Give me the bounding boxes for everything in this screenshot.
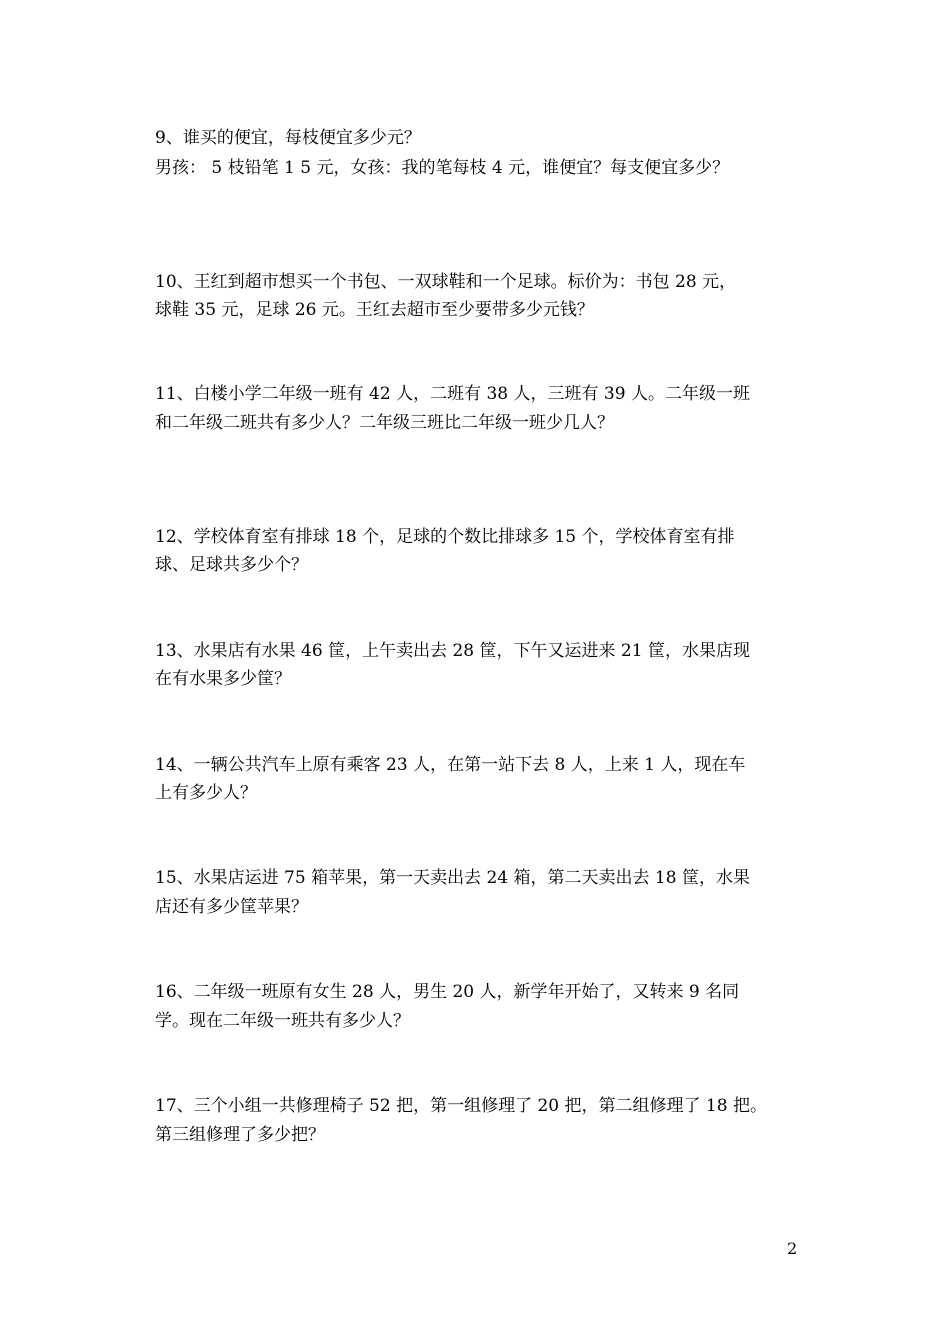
- question-12-line-2: 球、足球共多少个？: [155, 555, 308, 575]
- question-11-line-2: 和二年级二班共有多少人？二年级三班比二年级一班少几人？: [155, 413, 614, 433]
- question-10-line-1: 10、王红到超市想买一个书包、一双球鞋和一个足球。标价为：书包 28 元，: [155, 272, 737, 292]
- question-17-line-2: 第三组修理了多少把？: [155, 1125, 325, 1145]
- question-14-line-2: 上有多少人？: [155, 783, 257, 803]
- question-14-line-1: 14、一辆公共汽车上原有乘客 23 人，在第一站下去 8 人，上来 1 人，现在车: [155, 755, 746, 775]
- question-17-line-1: 17、三个小组一共修理椅子 52 把，第一组修理了 20 把，第二组修理了 18 把。: [155, 1096, 767, 1116]
- question-10-line-2: 球鞋 35 元，足球 26 元。王红去超市至少要带多少元钱？: [155, 300, 594, 320]
- question-9-line-2: 男孩： 5 枝铅笔 1 5 元，女孩：我的笔每枝 4 元，谁便宜？每支便宜多少？: [155, 158, 730, 178]
- question-12-line-1: 12、学校体育室有排球 18 个，足球的个数比排球多 15 个，学校体育室有排: [155, 527, 735, 547]
- question-9-line-1: 9、谁买的便宜，每枝便宜多少元？: [155, 128, 421, 148]
- question-15-line-1: 15、水果店运进 75 箱苹果，第一天卖出去 24 箱，第二天卖出去 18 筐，水果: [155, 868, 750, 888]
- question-13-line-2: 在有水果多少筐？: [155, 669, 291, 689]
- page-number: 2: [787, 1239, 798, 1258]
- question-15-line-2: 店还有多少筐苹果？: [155, 897, 308, 917]
- question-16-line-1: 16、二年级一班原有女生 28 人，男生 20 人，新学年开始了，又转来 9 名同: [155, 982, 740, 1002]
- question-13-line-1: 13、水果店有水果 46 筐，上午卖出去 28 筐，下午又运进来 21 筐，水果店现: [155, 641, 750, 661]
- question-16-line-2: 学。现在二年级一班共有多少人？: [155, 1011, 410, 1031]
- question-11-line-1: 11、白楼小学二年级一班有 42 人，二班有 38 人，三班有 39 人。二年级一班: [155, 384, 750, 404]
